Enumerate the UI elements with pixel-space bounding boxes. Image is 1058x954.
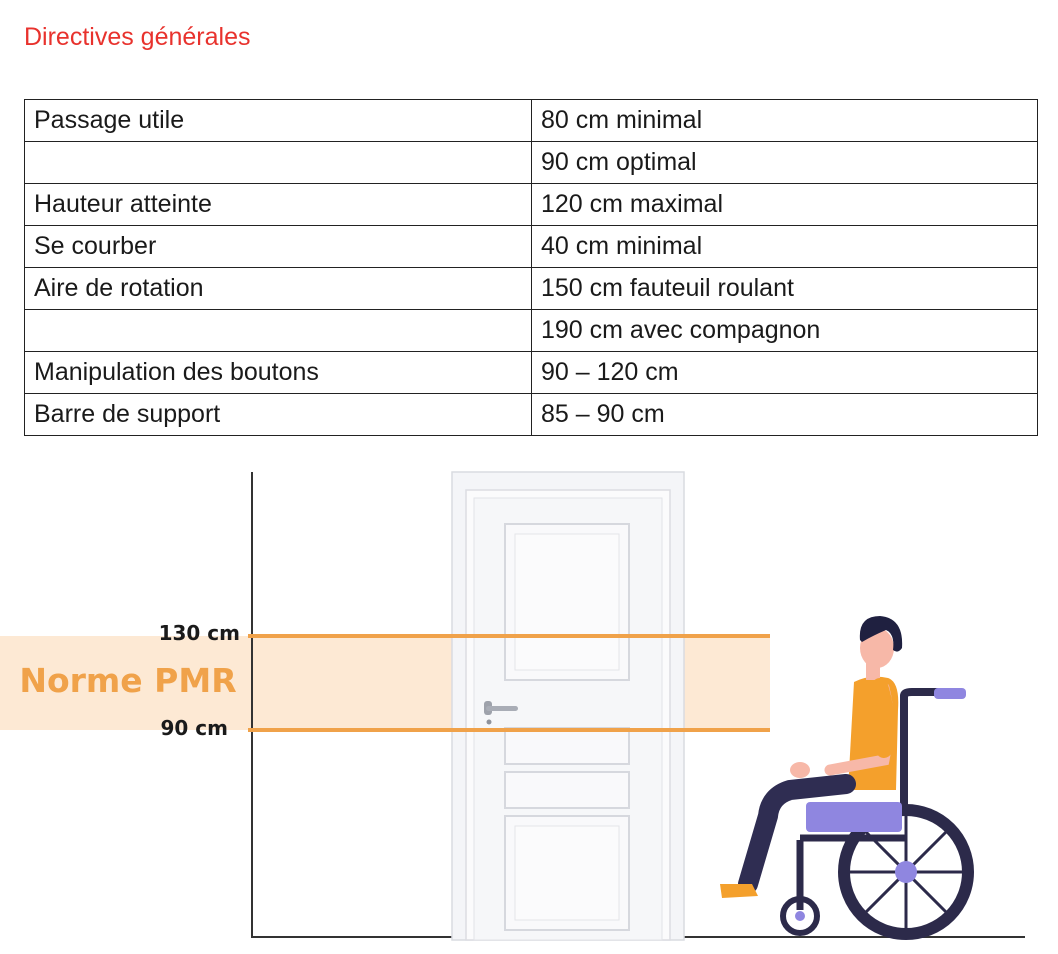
row-value: 150 cm fauteuil roulant [532, 268, 1038, 310]
row-label: Se courber [25, 226, 532, 268]
row-label: Barre de support [25, 394, 532, 436]
row-label: Aire de rotation [25, 268, 532, 310]
pmr-height-illustration [0, 460, 1058, 954]
row-value: 90 cm optimal [532, 142, 1038, 184]
table-row [25, 226, 1038, 268]
lower-limit-label: 90 cm [160, 716, 228, 740]
row-value: 40 cm minimal [532, 226, 1038, 268]
row-label: Passage utile [25, 100, 532, 142]
row-label [25, 310, 532, 352]
page-heading: Directives générales [24, 23, 251, 51]
table-row [25, 142, 1038, 184]
row-value: 90 – 120 cm [532, 352, 1038, 394]
table-row [25, 310, 1038, 352]
upper-limit-label: 130 cm [158, 621, 240, 645]
table-row [25, 100, 1038, 142]
row-value: 80 cm minimal [532, 100, 1038, 142]
row-value: 190 cm avec compagnon [532, 310, 1038, 352]
table-row [25, 184, 1038, 226]
guidelines-table [24, 99, 1038, 436]
table-row [25, 352, 1038, 394]
table-row [25, 268, 1038, 310]
row-label: Hauteur atteinte [25, 184, 532, 226]
row-label: Manipulation des boutons [25, 352, 532, 394]
row-label [25, 142, 532, 184]
table-row [25, 394, 1038, 436]
row-value: 120 cm maximal [532, 184, 1038, 226]
band-label: Norme PMR [19, 661, 237, 700]
row-value: 85 – 90 cm [532, 394, 1038, 436]
